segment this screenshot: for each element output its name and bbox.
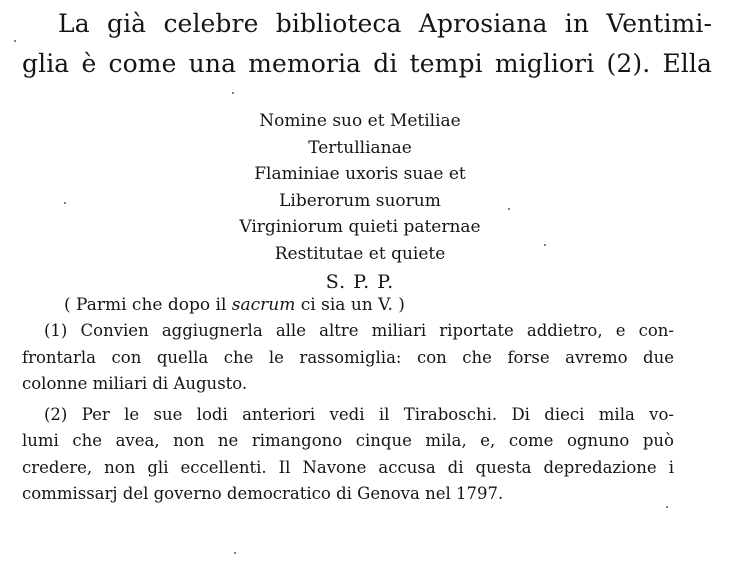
inscription-line: Liberorum suorum	[279, 190, 441, 211]
footnote-line: lumi che avea, non ne rimangono cinque mila, e, come ognuno può	[22, 431, 674, 450]
footnote-1	[22, 318, 674, 398]
inscription-block	[140, 108, 580, 296]
aside-note-text: ci sia un V. )	[295, 295, 405, 315]
paper-speck	[234, 552, 236, 554]
paper-speck	[64, 202, 66, 204]
main-text-block	[22, 4, 712, 84]
footnote-line: (1) Convien aggiugnerla alle altre miliari riportate addietro, e con-	[44, 321, 674, 340]
inscription-abbreviation: S. P. P.	[325, 271, 395, 293]
footnote-line: frontarla con quella che le rassomiglia: con che forse avremo due	[22, 347, 674, 367]
paper-speck	[14, 40, 16, 42]
aside-note-italic-word: sacrum	[231, 295, 296, 315]
inscription-line: Restitutae et quiete	[274, 243, 446, 264]
footnote-line: colonne miliari di Augusto.	[22, 374, 248, 393]
paper-speck	[544, 244, 546, 246]
footnote-line: credere, non gli eccellenti. Il Navone accusa di questa depredazione i	[22, 457, 674, 477]
inscription-line: Tertullianae	[308, 137, 412, 158]
footnotes	[22, 318, 674, 508]
footnote-2	[22, 402, 674, 508]
main-text-line: glia è come una memoria di tempi migliori (2). Ella	[22, 49, 712, 78]
aside-note-text: ( Parmi che dopo il	[64, 295, 232, 315]
paper-speck	[666, 506, 668, 508]
inscription-line: Virginiorum quieti paternae	[239, 217, 481, 237]
main-text-line: La già celebre biblioteca Aprosiana in Ventimi-	[58, 9, 712, 38]
paper-speck	[508, 208, 510, 210]
editor-aside-note	[64, 292, 405, 318]
inscription-line: Flaminiae uxoris suae et	[254, 164, 466, 184]
paper-speck	[232, 92, 234, 94]
inscription-line: Nomine suo et Metiliae	[259, 111, 461, 131]
footnote-line: commissarj del governo democratico di Genova nel 1797.	[22, 484, 504, 503]
footnote-line: (2) Per le sue lodi anteriori vedi il Tiraboschi. Di dieci mila vo-	[44, 404, 674, 424]
